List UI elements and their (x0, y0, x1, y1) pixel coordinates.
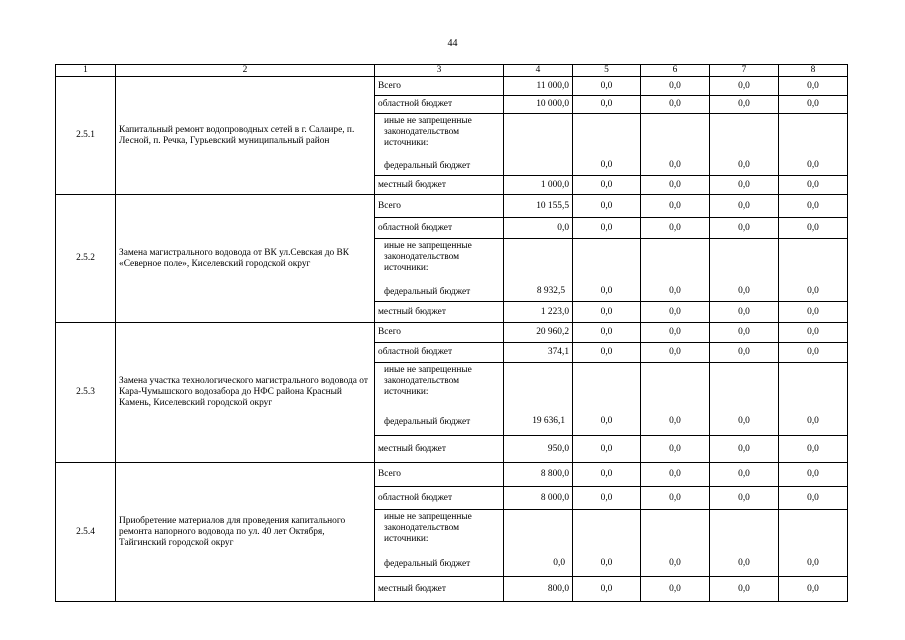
federal-value-cell (573, 363, 641, 436)
year-value: 0,0 (600, 557, 613, 568)
other-sources-cell (375, 114, 504, 176)
other-sources-label: иные не запрещенные законодательством источники: (384, 116, 472, 148)
federal-value-cell (573, 114, 641, 176)
source-label: местный бюджет (375, 577, 504, 602)
year-value: 0,0 (669, 285, 681, 296)
amount-cell: 8 000,0 (504, 487, 573, 510)
federal-value-cell (710, 510, 779, 577)
year-value: 0,0 (669, 557, 681, 568)
federal-value-cell (504, 363, 573, 436)
year-value-cell: 0,0 (573, 176, 641, 195)
source-label: Всего (375, 77, 504, 96)
amount-cell: 800,0 (504, 577, 573, 602)
year-value-cell: 0,0 (710, 96, 779, 114)
federal-value-cell (641, 510, 710, 577)
federal-value-cell (504, 239, 573, 302)
source-label: Всего (375, 195, 504, 218)
year-value-cell: 0,0 (573, 463, 641, 487)
year-value-cell: 0,0 (779, 436, 848, 463)
year-value-cell: 0,0 (710, 176, 779, 195)
table-row-total (56, 77, 848, 96)
year-value-cell: 0,0 (641, 436, 710, 463)
year-value-cell: 0,0 (779, 487, 848, 510)
amount-value: 0,0 (553, 557, 565, 568)
amount-cell: 950,0 (504, 436, 573, 463)
year-value-cell: 0,0 (641, 343, 710, 363)
other-sources-cell (375, 510, 504, 577)
budget-table (55, 64, 848, 602)
federal-value-cell (504, 510, 573, 577)
item-number: 2.5.2 (56, 195, 116, 323)
year-value-cell: 0,0 (779, 343, 848, 363)
source-label: Всего (375, 323, 504, 343)
year-value: 0,0 (738, 416, 750, 426)
federal-value-cell (641, 363, 710, 436)
table-row-total (56, 463, 848, 487)
year-value-cell: 0,0 (710, 195, 779, 218)
year-value: 0,0 (807, 557, 819, 568)
federal-value-cell (710, 363, 779, 436)
source-label: федеральный бюджет (384, 160, 471, 171)
source-label: Всего (375, 463, 504, 487)
item-name: Замена участка технологического магистрального водовода от Кара-Чумышского водозабора до НФС района Красный Камень, Киселевский городской округ (116, 323, 375, 463)
column-header: 8 (779, 65, 848, 77)
federal-value-cell (779, 239, 848, 302)
year-value-cell: 0,0 (710, 218, 779, 239)
item-number: 2.5.3 (56, 323, 116, 463)
source-label: областной бюджет (375, 487, 504, 510)
year-value-cell: 0,0 (710, 77, 779, 96)
federal-value-cell (573, 510, 641, 577)
federal-value-cell (641, 114, 710, 176)
item-number: 2.5.4 (56, 463, 116, 602)
amount-cell: 374,1 (504, 343, 573, 363)
amount-cell: 20 960,2 (504, 323, 573, 343)
year-value: 0,0 (738, 159, 750, 170)
federal-value-cell (779, 510, 848, 577)
amount-cell: 1 000,0 (504, 176, 573, 195)
amount-cell: 1 223,0 (504, 302, 573, 323)
amount-cell: 0,0 (504, 218, 573, 239)
federal-value-cell (573, 239, 641, 302)
year-value-cell: 0,0 (573, 436, 641, 463)
year-value: 0,0 (807, 159, 819, 170)
item-number: 2.5.1 (56, 77, 116, 195)
year-value-cell: 0,0 (641, 487, 710, 510)
federal-value-cell (710, 114, 779, 176)
column-header: 6 (641, 65, 710, 77)
year-value: 0,0 (600, 159, 613, 170)
year-value: 0,0 (600, 416, 613, 426)
column-header: 1 (56, 65, 116, 77)
source-label: областной бюджет (375, 218, 504, 239)
column-header-row (56, 65, 848, 77)
year-value-cell: 0,0 (573, 218, 641, 239)
year-value-cell: 0,0 (779, 302, 848, 323)
column-header: 3 (375, 65, 504, 77)
year-value-cell: 0,0 (641, 218, 710, 239)
year-value-cell: 0,0 (710, 436, 779, 463)
table-row-total (56, 195, 848, 218)
federal-value-cell (779, 363, 848, 436)
year-value: 0,0 (807, 416, 819, 426)
year-value-cell: 0,0 (779, 195, 848, 218)
year-value-cell: 0,0 (641, 176, 710, 195)
year-value-cell: 0,0 (710, 343, 779, 363)
year-value-cell: 0,0 (573, 343, 641, 363)
year-value: 0,0 (807, 285, 819, 296)
year-value-cell: 0,0 (573, 487, 641, 510)
amount-cell: 11 000,0 (504, 77, 573, 96)
source-label: местный бюджет (375, 302, 504, 323)
year-value-cell: 0,0 (573, 195, 641, 218)
year-value-cell: 0,0 (641, 463, 710, 487)
amount-value: 8 932,5 (536, 285, 565, 296)
federal-value-cell (710, 239, 779, 302)
federal-value-cell (504, 114, 573, 176)
year-value-cell: 0,0 (710, 577, 779, 602)
year-value-cell: 0,0 (710, 487, 779, 510)
federal-value-cell (779, 114, 848, 176)
source-label: федеральный бюджет (384, 558, 471, 569)
other-sources-cell (375, 239, 504, 302)
year-value-cell: 0,0 (573, 77, 641, 96)
source-label: местный бюджет (375, 176, 504, 195)
other-sources-cell (375, 363, 504, 436)
year-value-cell: 0,0 (710, 463, 779, 487)
amount-cell: 10 000,0 (504, 96, 573, 114)
year-value-cell: 0,0 (641, 302, 710, 323)
year-value-cell: 0,0 (573, 577, 641, 602)
table-row-total (56, 323, 848, 343)
source-label: федеральный бюджет (384, 286, 471, 297)
federal-value-cell (641, 239, 710, 302)
column-header: 4 (504, 65, 573, 77)
item-name: Приобретение материалов для проведения капитального ремонта напорного водовода по ул. 40 лет Октября, Тайгинский городской округ (116, 463, 375, 602)
year-value-cell: 0,0 (779, 218, 848, 239)
item-name: Капитальный ремонт водопроводных сетей в г. Салаире, п. Лесной, п. Речка, Гурьевский муниципальный район (116, 77, 375, 195)
other-sources-label: иные не запрещенные законодательством источники: (384, 241, 472, 273)
year-value-cell: 0,0 (641, 323, 710, 343)
year-value: 0,0 (600, 285, 613, 296)
year-value-cell: 0,0 (573, 323, 641, 343)
year-value: 0,0 (738, 557, 750, 568)
year-value-cell: 0,0 (641, 96, 710, 114)
year-value-cell: 0,0 (710, 302, 779, 323)
year-value-cell: 0,0 (779, 176, 848, 195)
other-sources-label: иные не запрещенные законодательством источники: (384, 512, 472, 544)
page-number: 44 (447, 38, 458, 49)
year-value-cell: 0,0 (779, 577, 848, 602)
year-value-cell: 0,0 (641, 195, 710, 218)
column-header: 5 (573, 65, 641, 77)
column-header: 7 (710, 65, 779, 77)
source-label: федеральный бюджет (384, 417, 471, 427)
year-value-cell: 0,0 (641, 77, 710, 96)
year-value: 0,0 (669, 416, 681, 426)
year-value-cell: 0,0 (573, 302, 641, 323)
year-value-cell: 0,0 (641, 577, 710, 602)
year-value-cell: 0,0 (779, 463, 848, 487)
year-value-cell: 0,0 (710, 323, 779, 343)
column-header: 2 (116, 65, 375, 77)
other-sources-label: иные не запрещенные законодательством источники: (384, 365, 472, 397)
amount-value: 19 636,1 (532, 416, 565, 426)
year-value: 0,0 (738, 285, 750, 296)
item-name: Замена магистрального водовода от ВК ул.Севская до ВК «Северное поле», Киселевский городской округ (116, 195, 375, 323)
year-value: 0,0 (669, 159, 681, 170)
year-value-cell: 0,0 (573, 96, 641, 114)
amount-cell: 10 155,5 (504, 195, 573, 218)
source-label: местный бюджет (375, 436, 504, 463)
year-value-cell: 0,0 (779, 323, 848, 343)
year-value-cell: 0,0 (779, 77, 848, 96)
year-value-cell: 0,0 (779, 96, 848, 114)
source-label: областной бюджет (375, 96, 504, 114)
source-label: областной бюджет (375, 343, 504, 363)
amount-cell: 8 800,0 (504, 463, 573, 487)
